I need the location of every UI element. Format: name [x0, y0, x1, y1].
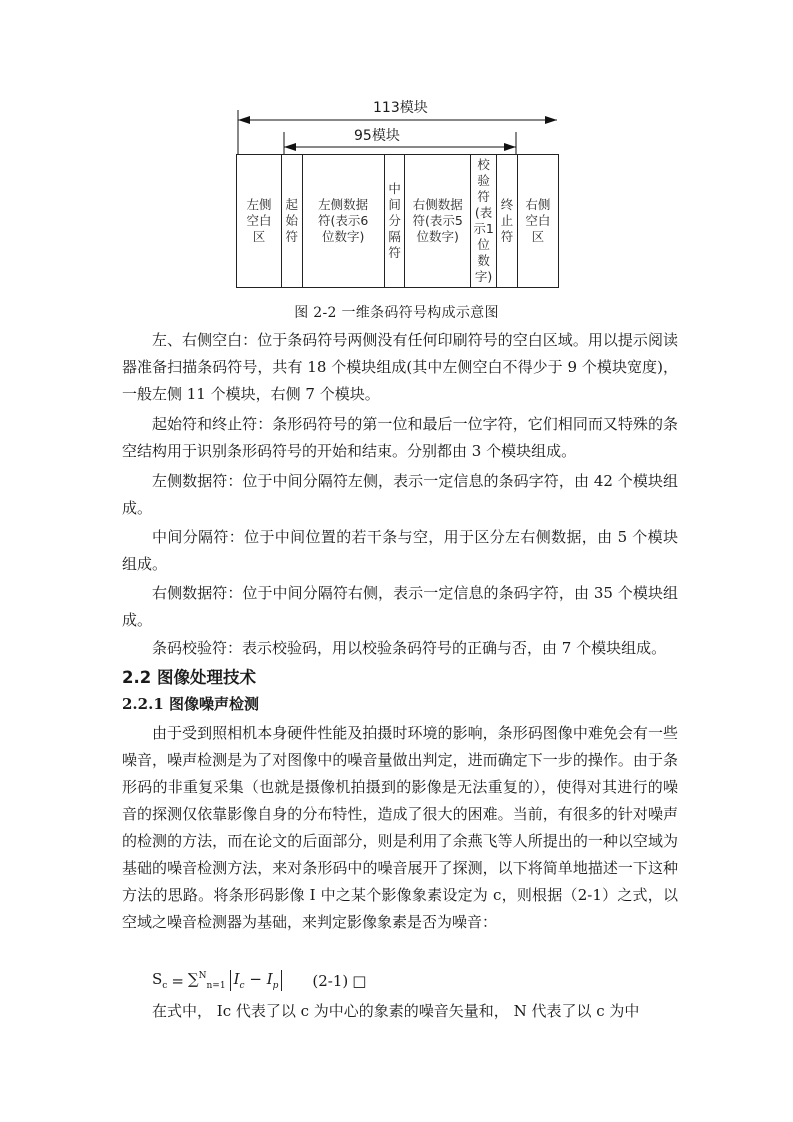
- cell-end-guard: 终 止 符: [497, 155, 518, 287]
- formula-equals: =: [171, 971, 184, 990]
- structure-table: [236, 154, 559, 288]
- cell-check-digit: 校 验 符 (表 示1 位 数 字): [471, 155, 497, 287]
- formula-sum: ∑: [187, 970, 199, 988]
- cell-right-quiet-zone: 右侧 空白 区: [525, 197, 551, 244]
- barcode-structure-figure: [236, 98, 559, 288]
- section-heading: 2.2 图像处理技术: [122, 668, 256, 687]
- paragraph-check-digit: 条码校验符：表示校验码，用以校验条码符号的正确与否，由 7 个模块组成。: [152, 639, 667, 657]
- paragraph-formula-explanation: 在式中， Ic 代表了以 c 为中心的象素的噪音矢量和， N 代表了以 c 为中: [152, 1002, 640, 1020]
- cell-left-data: 左侧数据 符(表示6 位数字): [303, 155, 385, 287]
- cell-start-guard: 起 始 符: [282, 155, 303, 287]
- formula-sum-sub: n=1: [206, 981, 226, 991]
- paragraph-quiet-zone: 左、右侧空白：位于条码符号两侧没有任何印刷符号的空白区域。用以提示阅读器准备扫描条码符号，共有 18 个模块组成(其中左侧空白不得少于 9 个模块宽度)，一般左侧 11 个模块，右侧 7 个模块。: [122, 331, 678, 403]
- dim-label-outer: 113模块: [373, 100, 428, 116]
- paragraph-noise-detection: 由于受到照相机本身硬件性能及拍摄时环境的影响，条形码图像中难免会有一些噪音，噪声检测是为了对图像中的噪音量做出判定，进而确定下一步的操作。由于条形码的非重复采集（也就是摄像机拍摄到的影像是无法重复的），使得对其进行的噪音的探测仅依靠影像自身的分布特性，造成了很大的困难。当前，有很多的针对噪声的检测的方法，而在论文的后面部分，则是利用了余燕飞等人所提出的一种以空域为基础的噪音检测方法，来对条形码中的噪音展开了探测，以下将简单地描述一下这种方法的思路。将条形码影像 I 中之某个影像象素设定为 c，则根据（2-1）之式，以空域之噪音检测器为基础，来判定影像象素是否为噪音：: [122, 724, 678, 931]
- formula-lhs: S: [152, 970, 163, 988]
- formula-2-1: [152, 970, 366, 991]
- formula-abs: $I_c - I_p$: [230, 970, 283, 991]
- subsection-heading: 2.2.1 图像噪声检测: [122, 695, 259, 713]
- cell-center-guard: 中 间 分 隔 符: [385, 155, 406, 287]
- cell-right-data: 右侧数据 符(表示5 位数字): [405, 155, 470, 287]
- formula-lhs-sub: c: [162, 981, 168, 991]
- formula-number: (2-1): [312, 971, 349, 990]
- paragraph-right-data: 右侧数据符：位于中间分隔符右侧，表示一定信息的条码字符，由 35 个模块组成。: [122, 584, 678, 629]
- cell-left-quiet-zone: 左侧 空白 区: [237, 155, 282, 287]
- figure-caption: 图 2-2 一维条码符号构成示意图: [294, 305, 499, 321]
- paragraph-left-data: 左侧数据符：位于中间分隔符左侧，表示一定信息的条码字符，由 42 个模块组成。: [122, 472, 678, 517]
- formula-box: □: [352, 971, 367, 990]
- dim-label-inner: 95模块: [354, 128, 400, 144]
- paragraph-guard: 起始符和终止符：条形码符号的第一位和最后一位字符，它们相同而又特殊的条空结构用于识别条形码符号的开始和结束。分别都由 3 个模块组成。: [122, 415, 678, 460]
- paragraph-center-guard: 中间分隔符：位于中间位置的若干条与空，用于区分左右侧数据，由 5 个模块组成。: [122, 528, 678, 573]
- formula-sum-sup: N: [198, 971, 207, 981]
